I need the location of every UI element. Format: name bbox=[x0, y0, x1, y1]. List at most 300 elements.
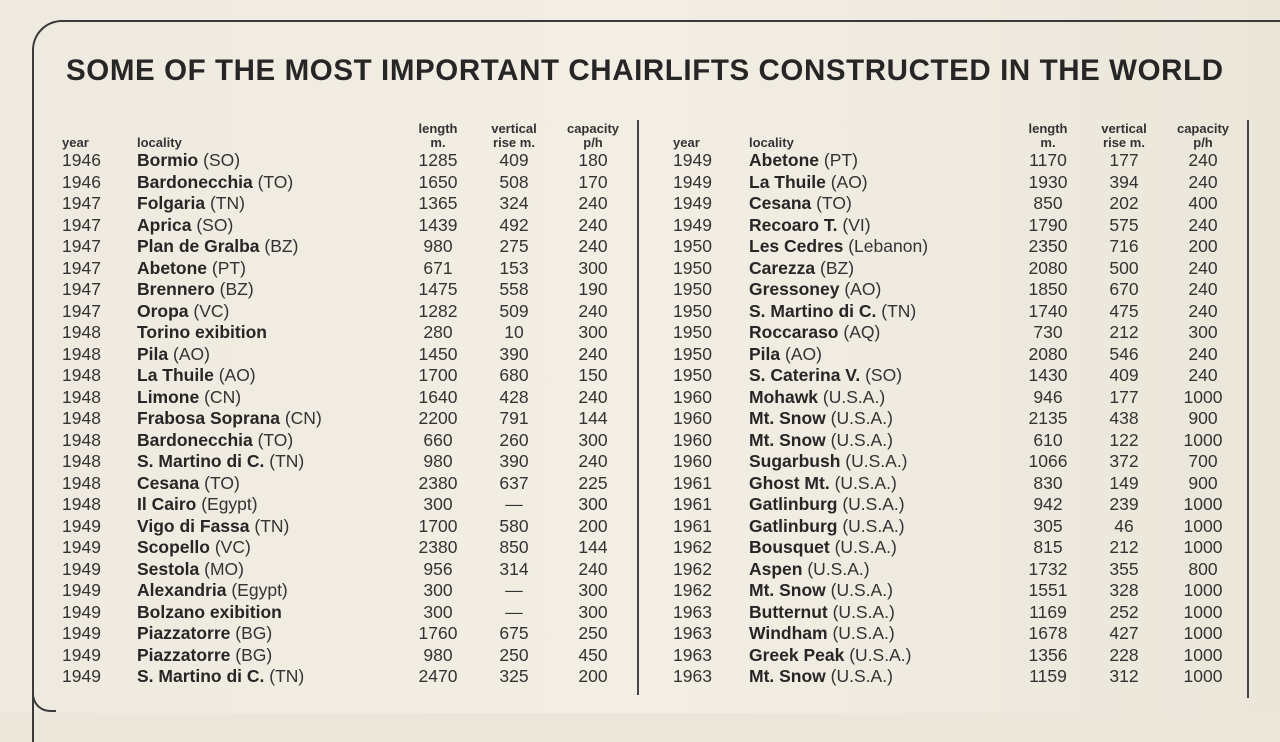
locality-region: (AO) bbox=[844, 279, 882, 299]
vertical-rise-header: vertical rise m. bbox=[491, 121, 537, 150]
table-row bbox=[673, 172, 1243, 194]
table-row bbox=[673, 451, 1243, 473]
locality-region: (VI) bbox=[842, 214, 871, 235]
table-row bbox=[62, 387, 634, 409]
locality-name: Butternut bbox=[749, 601, 828, 622]
locality-region: (PT) bbox=[211, 257, 246, 278]
locality-region: (SO) bbox=[203, 150, 241, 170]
locality-name: Gatlinburg bbox=[749, 515, 838, 536]
year-cell: 1948 bbox=[62, 472, 101, 493]
year-cell: 1948 bbox=[62, 408, 101, 428]
capacity-cell: 400 bbox=[1188, 193, 1218, 213]
capacity-cell: 240 bbox=[578, 214, 608, 235]
length-cell: 1640 bbox=[418, 386, 458, 407]
vertical-rise-cell: 680 bbox=[499, 365, 529, 385]
locality-cell bbox=[137, 301, 400, 323]
length-cell: 956 bbox=[423, 558, 453, 579]
vertical-rise-cell: 427 bbox=[1109, 623, 1139, 643]
capacity-cell: 240 bbox=[578, 451, 608, 471]
capacity-cell: 144 bbox=[578, 408, 608, 428]
vertical-rise-cell: 670 bbox=[1109, 279, 1139, 299]
vertical-rise-cell: 202 bbox=[1109, 193, 1139, 213]
capacity-cell: 200 bbox=[578, 515, 608, 536]
length-header: length m. bbox=[418, 121, 458, 150]
locality-region: (AO) bbox=[830, 171, 868, 192]
locality-name: Alexandria bbox=[137, 580, 227, 600]
vertical-rise-cell: 409 bbox=[1109, 365, 1139, 385]
year-cell: 1962 bbox=[673, 558, 712, 579]
length-cell: 1170 bbox=[1029, 150, 1067, 170]
year-cell: 1961 bbox=[673, 494, 712, 514]
locality-region: (AO) bbox=[785, 343, 822, 364]
vertical-rise-cell: 575 bbox=[1109, 214, 1139, 235]
year-cell: 1961 bbox=[673, 472, 712, 493]
length-cell: 815 bbox=[1033, 537, 1063, 557]
length-cell: 1365 bbox=[418, 193, 458, 213]
locality-cell bbox=[137, 451, 400, 473]
table-row bbox=[673, 516, 1243, 538]
length-cell: 1850 bbox=[1028, 279, 1068, 299]
length-cell: 2080 bbox=[1028, 257, 1068, 278]
locality-name: Mohawk bbox=[749, 386, 819, 407]
table-row bbox=[673, 559, 1243, 581]
capacity-cell: 240 bbox=[578, 386, 608, 407]
vertical-rise-cell: 149 bbox=[1109, 472, 1139, 493]
capacity-cell: 700 bbox=[1188, 451, 1218, 471]
locality-cell bbox=[137, 408, 400, 430]
table-row bbox=[673, 301, 1243, 323]
locality-name: Recoaro T. bbox=[749, 214, 838, 235]
locality-cell bbox=[137, 473, 400, 495]
length-cell: 1740 bbox=[1028, 300, 1068, 321]
capacity-cell: 144 bbox=[578, 537, 608, 557]
capacity-cell: 900 bbox=[1188, 472, 1218, 493]
locality-name: Mt. Snow bbox=[749, 429, 826, 450]
locality-name: Ghost Mt. bbox=[749, 472, 830, 493]
vertical-rise-cell: 716 bbox=[1109, 236, 1139, 256]
year-cell: 1948 bbox=[62, 343, 101, 364]
vertical-rise-cell: 46 bbox=[1114, 515, 1134, 536]
locality-cell bbox=[137, 279, 400, 301]
vertical-rise-cell: 409 bbox=[499, 150, 529, 170]
locality-region: (CN) bbox=[204, 386, 242, 407]
locality-name: Oropa bbox=[137, 300, 189, 321]
locality-cell bbox=[137, 537, 400, 559]
capacity-cell: 240 bbox=[1188, 300, 1218, 321]
locality-region: (U.S.A.) bbox=[832, 623, 895, 643]
table-row bbox=[673, 322, 1243, 344]
locality-cell bbox=[749, 430, 1011, 452]
year-cell: 1947 bbox=[62, 279, 101, 299]
table-row bbox=[62, 666, 634, 688]
right-table-panel bbox=[673, 110, 1249, 688]
locality-cell bbox=[137, 666, 400, 688]
capacity-cell: 1000 bbox=[1183, 644, 1223, 665]
vertical-rise-cell: 850 bbox=[499, 537, 529, 557]
table-row bbox=[62, 408, 634, 430]
vertical-rise-cell: 637 bbox=[499, 472, 529, 493]
year-cell: 1946 bbox=[62, 150, 101, 170]
vertical-rise-cell: 122 bbox=[1109, 429, 1139, 450]
length-cell: 300 bbox=[423, 494, 453, 514]
table-row bbox=[673, 666, 1243, 688]
table-row bbox=[673, 344, 1243, 366]
length-cell: 850 bbox=[1033, 193, 1063, 213]
table-row bbox=[673, 365, 1243, 387]
year-cell: 1949 bbox=[62, 558, 101, 579]
locality-cell bbox=[749, 344, 1011, 366]
locality-cell bbox=[137, 193, 400, 215]
locality-region: (U.S.A.) bbox=[830, 429, 893, 450]
table-row bbox=[62, 150, 634, 172]
table-row bbox=[62, 279, 634, 301]
capacity-cell: 240 bbox=[1188, 257, 1218, 278]
capacity-cell: 240 bbox=[578, 558, 608, 579]
locality-region: (AO) bbox=[173, 343, 210, 364]
table-row bbox=[62, 193, 634, 215]
locality-cell bbox=[137, 215, 400, 237]
locality-region: (BG) bbox=[235, 623, 273, 643]
locality-region: (U.S.A.) bbox=[830, 408, 893, 428]
length-cell: 2200 bbox=[418, 408, 458, 428]
vertical-rise-cell: 546 bbox=[1109, 343, 1139, 364]
table-row bbox=[62, 473, 634, 495]
locality-name: Bormio bbox=[137, 150, 199, 170]
locality-name: Gressoney bbox=[749, 279, 840, 299]
locality-region: (BZ) bbox=[264, 236, 299, 256]
capacity-cell: 225 bbox=[578, 472, 608, 493]
table-header-row bbox=[62, 110, 634, 150]
length-cell: 305 bbox=[1033, 515, 1063, 536]
year-cell: 1947 bbox=[62, 300, 101, 321]
table-row bbox=[673, 193, 1243, 215]
locality-cell bbox=[749, 365, 1011, 387]
locality-cell bbox=[137, 602, 400, 624]
length-cell: 1356 bbox=[1028, 644, 1068, 665]
capacity-cell: 170 bbox=[578, 171, 608, 192]
table-row bbox=[673, 473, 1243, 495]
table-row bbox=[673, 645, 1243, 667]
year-cell: 1948 bbox=[62, 322, 101, 342]
year-cell: 1950 bbox=[673, 365, 712, 385]
vertical-rise-cell: 260 bbox=[499, 429, 529, 450]
locality-region: (TN) bbox=[269, 451, 305, 471]
locality-cell bbox=[749, 645, 1011, 667]
locality-cell bbox=[749, 623, 1011, 645]
capacity-cell: 300 bbox=[1188, 322, 1218, 342]
capacity-cell: 1000 bbox=[1183, 601, 1223, 622]
locality-region: (PT) bbox=[823, 150, 858, 170]
capacity-cell: 240 bbox=[578, 343, 608, 364]
vertical-rise-cell: 428 bbox=[499, 386, 529, 407]
locality-cell bbox=[749, 172, 1011, 194]
table-row bbox=[62, 430, 634, 452]
length-cell: 2350 bbox=[1028, 236, 1068, 256]
locality-name: Frabosa Soprana bbox=[137, 408, 280, 428]
length-cell: 1475 bbox=[418, 279, 458, 299]
locality-cell bbox=[749, 236, 1011, 258]
vertical-rise-cell: — bbox=[505, 494, 523, 514]
table-row bbox=[673, 258, 1243, 280]
locality-cell bbox=[749, 451, 1011, 473]
capacity-cell: 1000 bbox=[1183, 386, 1223, 407]
capacity-cell: 240 bbox=[1188, 214, 1218, 235]
length-cell: 1450 bbox=[418, 343, 458, 364]
vertical-rise-cell: 314 bbox=[499, 558, 529, 579]
locality-region: (TN) bbox=[881, 300, 917, 321]
vertical-rise-cell: 508 bbox=[499, 171, 529, 192]
capacity-cell: 240 bbox=[578, 236, 608, 256]
capacity-cell: 1000 bbox=[1183, 580, 1223, 600]
table-row bbox=[62, 236, 634, 258]
capacity-cell: 250 bbox=[578, 623, 608, 643]
locality-region: (AQ) bbox=[843, 322, 881, 342]
year-cell: 1961 bbox=[673, 515, 712, 536]
length-cell: 1790 bbox=[1028, 214, 1068, 235]
locality-region: (SO) bbox=[196, 214, 234, 235]
year-cell: 1950 bbox=[673, 322, 712, 342]
vertical-rise-cell: 325 bbox=[499, 666, 529, 686]
locality-name: Windham bbox=[749, 623, 828, 643]
locality-name: Mt. Snow bbox=[749, 580, 826, 600]
length-cell: 1760 bbox=[418, 623, 458, 643]
locality-region: (Egypt) bbox=[201, 494, 258, 514]
locality-cell bbox=[137, 387, 400, 409]
year-cell: 1950 bbox=[673, 300, 712, 321]
year-cell: 1963 bbox=[673, 623, 712, 643]
vertical-rise-cell: 328 bbox=[1109, 580, 1139, 600]
length-cell: 942 bbox=[1033, 494, 1063, 514]
vertical-rise-cell: 312 bbox=[1109, 666, 1139, 686]
year-cell: 1949 bbox=[62, 666, 101, 686]
chairlift-table-left bbox=[62, 110, 634, 688]
locality-header: locality bbox=[749, 135, 794, 150]
locality-name: Bardonecchia bbox=[137, 171, 253, 192]
locality-cell bbox=[749, 387, 1011, 409]
page-title: SOME OF THE MOST IMPORTANT CHAIRLIFTS CONSTRUCTED IN THE WORLD bbox=[66, 54, 1224, 87]
year-header: year bbox=[673, 135, 700, 150]
year-cell: 1963 bbox=[673, 666, 712, 686]
locality-cell bbox=[749, 193, 1011, 215]
vertical-rise-cell: 558 bbox=[499, 279, 529, 299]
locality-cell bbox=[749, 580, 1011, 602]
capacity-cell: 240 bbox=[1188, 365, 1218, 385]
length-cell: 1678 bbox=[1028, 623, 1068, 643]
vertical-rise-cell: 153 bbox=[499, 257, 529, 278]
locality-region: (VC) bbox=[193, 300, 230, 321]
locality-region: (U.S.A.) bbox=[830, 666, 893, 686]
length-cell: 2380 bbox=[418, 472, 458, 493]
locality-cell bbox=[137, 645, 400, 667]
capacity-cell: 200 bbox=[1188, 236, 1218, 256]
locality-name: Roccaraso bbox=[749, 322, 839, 342]
year-cell: 1962 bbox=[673, 580, 712, 600]
year-cell: 1950 bbox=[673, 236, 712, 256]
locality-cell bbox=[749, 301, 1011, 323]
length-cell: 1439 bbox=[418, 214, 458, 235]
locality-name: Pila bbox=[749, 343, 781, 364]
table-row bbox=[673, 602, 1243, 624]
locality-name: Greek Peak bbox=[749, 644, 845, 665]
length-cell: 300 bbox=[423, 601, 453, 622]
year-cell: 1949 bbox=[673, 171, 712, 192]
locality-cell bbox=[137, 494, 400, 516]
locality-name: Torino exibition bbox=[137, 322, 267, 342]
table-row bbox=[673, 215, 1243, 237]
locality-name: La Thuile bbox=[137, 365, 214, 385]
vertical-rise-cell: 390 bbox=[499, 343, 529, 364]
locality-cell bbox=[749, 215, 1011, 237]
length-cell: 1159 bbox=[1029, 666, 1067, 686]
chairlift-table-right bbox=[673, 110, 1243, 688]
locality-name: Bolzano exibition bbox=[137, 601, 282, 622]
locality-region: (U.S.A.) bbox=[845, 451, 908, 471]
locality-name: S. Martino di C. bbox=[749, 300, 877, 321]
locality-region: (TN) bbox=[254, 515, 290, 536]
locality-region: (U.S.A.) bbox=[807, 558, 870, 579]
year-cell: 1960 bbox=[673, 429, 712, 450]
vertical-rise-cell: 239 bbox=[1109, 494, 1139, 514]
locality-name: Aprica bbox=[137, 214, 192, 235]
year-cell: 1949 bbox=[62, 644, 101, 665]
table-row bbox=[673, 580, 1243, 602]
vertical-rise-cell: — bbox=[505, 601, 523, 622]
year-cell: 1963 bbox=[673, 644, 712, 665]
locality-region: (TO) bbox=[257, 429, 294, 450]
year-cell: 1960 bbox=[673, 408, 712, 428]
table-body-right bbox=[673, 150, 1243, 688]
vertical-rise-cell: 372 bbox=[1109, 451, 1139, 471]
capacity-cell: 1000 bbox=[1183, 429, 1223, 450]
locality-cell bbox=[749, 602, 1011, 624]
length-cell: 980 bbox=[423, 236, 453, 256]
locality-cell bbox=[749, 150, 1011, 172]
year-cell: 1947 bbox=[62, 236, 101, 256]
locality-name: La Thuile bbox=[749, 171, 826, 192]
capacity-cell: 900 bbox=[1188, 408, 1218, 428]
locality-name: Abetone bbox=[749, 150, 819, 170]
capacity-cell: 240 bbox=[1188, 150, 1218, 170]
left-table-panel bbox=[62, 110, 638, 688]
locality-region: (TN) bbox=[209, 193, 245, 213]
locality-cell bbox=[137, 236, 400, 258]
locality-region: (U.S.A.) bbox=[842, 494, 905, 514]
capacity-cell: 1000 bbox=[1183, 623, 1223, 643]
year-cell: 1950 bbox=[673, 257, 712, 278]
vertical-rise-cell: 475 bbox=[1109, 300, 1139, 321]
table-row bbox=[62, 451, 634, 473]
locality-region: (CN) bbox=[284, 408, 322, 428]
capacity-cell: 300 bbox=[578, 601, 608, 622]
vertical-rise-cell: 212 bbox=[1109, 537, 1139, 557]
locality-cell bbox=[749, 258, 1011, 280]
length-cell: 660 bbox=[423, 429, 453, 450]
length-cell: 980 bbox=[423, 644, 453, 665]
table-row bbox=[62, 301, 634, 323]
locality-name: Il Cairo bbox=[137, 494, 197, 514]
vertical-rise-cell: 324 bbox=[499, 193, 529, 213]
vertical-rise-cell: 580 bbox=[499, 515, 529, 536]
vertical-rise-cell: 492 bbox=[499, 214, 529, 235]
table-row bbox=[62, 322, 634, 344]
capacity-cell: 240 bbox=[578, 193, 608, 213]
length-cell: 2135 bbox=[1028, 408, 1068, 428]
locality-name: Sugarbush bbox=[749, 451, 841, 471]
locality-name: Piazzatorre bbox=[137, 623, 231, 643]
vertical-rise-cell: 390 bbox=[499, 451, 529, 471]
locality-name: S. Martino di C. bbox=[137, 451, 265, 471]
table-row bbox=[673, 279, 1243, 301]
year-cell: 1947 bbox=[62, 193, 101, 213]
locality-region: (U.S.A.) bbox=[834, 472, 897, 493]
year-cell: 1949 bbox=[62, 515, 101, 536]
table-row bbox=[62, 580, 634, 602]
capacity-cell: 1000 bbox=[1183, 494, 1223, 514]
year-header: year bbox=[62, 135, 89, 150]
table-row bbox=[673, 494, 1243, 516]
locality-name: Brennero bbox=[137, 279, 215, 299]
length-cell: 300 bbox=[423, 580, 453, 600]
table-row bbox=[62, 494, 634, 516]
length-cell: 946 bbox=[1033, 386, 1063, 407]
year-cell: 1949 bbox=[62, 537, 101, 557]
capacity-header: capacity p/h bbox=[1176, 121, 1230, 150]
length-cell: 1700 bbox=[418, 515, 458, 536]
locality-region: (U.S.A.) bbox=[834, 537, 897, 557]
locality-name: Mt. Snow bbox=[749, 408, 826, 428]
table-header-row bbox=[673, 110, 1243, 150]
year-cell: 1949 bbox=[673, 193, 712, 213]
table-row bbox=[62, 537, 634, 559]
locality-cell bbox=[749, 666, 1011, 688]
locality-name: Aspen bbox=[749, 558, 803, 579]
locality-region: (BZ) bbox=[219, 279, 254, 299]
vertical-rise-cell: 228 bbox=[1109, 644, 1139, 665]
length-cell: 671 bbox=[423, 257, 453, 278]
locality-name: Scopello bbox=[137, 537, 210, 557]
table-row bbox=[62, 623, 634, 645]
locality-name: Gatlinburg bbox=[749, 494, 838, 514]
locality-region: (VC) bbox=[214, 537, 251, 557]
capacity-header: capacity p/h bbox=[566, 121, 620, 150]
table-row bbox=[673, 150, 1243, 172]
vertical-rise-header: vertical rise m. bbox=[1101, 121, 1147, 150]
year-cell: 1950 bbox=[673, 343, 712, 364]
locality-region: (U.S.A.) bbox=[830, 580, 893, 600]
year-cell: 1948 bbox=[62, 451, 101, 471]
length-cell: 2380 bbox=[418, 537, 458, 557]
year-cell: 1950 bbox=[673, 279, 712, 299]
locality-region: (U.S.A.) bbox=[822, 386, 886, 407]
length-cell: 1285 bbox=[418, 150, 458, 170]
vertical-rise-cell: 438 bbox=[1109, 408, 1139, 428]
capacity-cell: 1000 bbox=[1183, 515, 1223, 536]
capacity-cell: 1000 bbox=[1183, 666, 1223, 686]
length-cell: 1700 bbox=[418, 365, 458, 385]
table-row bbox=[673, 537, 1243, 559]
year-cell: 1949 bbox=[62, 580, 101, 600]
vertical-rise-cell: 500 bbox=[1109, 257, 1139, 278]
table-row bbox=[62, 215, 634, 237]
length-cell: 1066 bbox=[1028, 451, 1068, 471]
capacity-cell: 800 bbox=[1188, 558, 1218, 579]
length-cell: 2470 bbox=[418, 666, 458, 686]
length-cell: 1551 bbox=[1028, 580, 1068, 600]
vertical-rise-cell: 177 bbox=[1109, 386, 1139, 407]
table-row bbox=[62, 172, 634, 194]
locality-name: Bardonecchia bbox=[137, 429, 253, 450]
locality-cell bbox=[137, 430, 400, 452]
